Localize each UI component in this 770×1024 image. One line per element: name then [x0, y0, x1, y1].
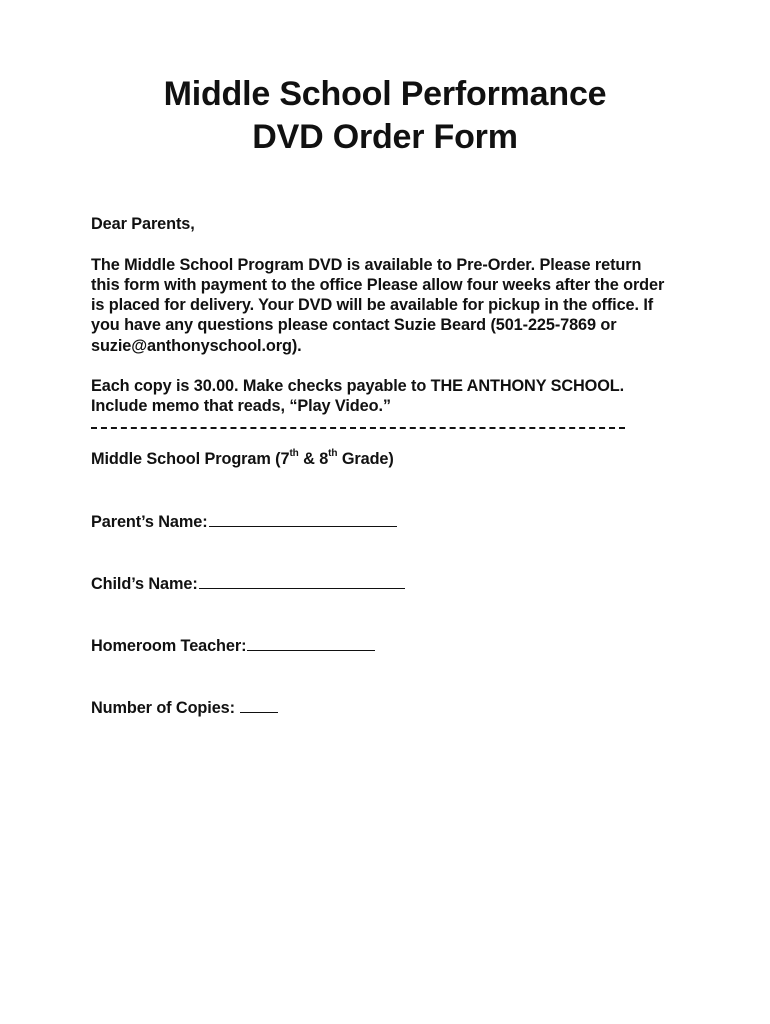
- program-heading-middle: & 8: [298, 450, 329, 468]
- homeroom-teacher-label: Homeroom Teacher:: [91, 637, 247, 655]
- homeroom-teacher-input-line[interactable]: [247, 635, 375, 651]
- program-heading-suffix: Grade): [337, 450, 394, 468]
- parent-name-label: Parent’s Name:: [91, 513, 208, 531]
- paragraph-1-line-2: this form with payment to the office Please allow four weeks after the order: [91, 276, 665, 294]
- form-title-line-1: Middle School Performance: [163, 75, 607, 113]
- parent-name-input-line[interactable]: [209, 511, 397, 527]
- program-heading-prefix: Middle School Program (7: [91, 450, 290, 468]
- child-name-input-line[interactable]: [199, 573, 405, 589]
- greeting: Dear Parents,: [91, 215, 195, 233]
- number-of-copies-label: Number of Copies:: [91, 699, 240, 717]
- number-of-copies-input-line[interactable]: [240, 697, 278, 713]
- paragraph-2-line-1: Each copy is 30.00. Make checks payable to THE ANTHONY SCHOOL.: [91, 377, 625, 395]
- parent-name-field: [91, 511, 397, 532]
- paragraph-1-line-1: The Middle School Program DVD is available to Pre-Order. Please return: [91, 256, 642, 274]
- program-heading: [91, 449, 394, 469]
- program-heading-sup-1: th: [289, 447, 299, 459]
- paragraph-2-line-2: Include memo that reads, “Play Video.”: [91, 397, 391, 415]
- paragraph-1-line-4: you have any questions please contact Suzie Beard (501-225-7869 or: [91, 316, 617, 334]
- program-heading-sup-2: th: [328, 447, 338, 459]
- paragraph-1-line-5: suzie@anthonyschool.org).: [91, 337, 302, 355]
- cut-line-divider: [91, 427, 625, 432]
- paragraph-1-line-3: is placed for delivery. Your DVD will be available for pickup in the office. If: [91, 296, 654, 314]
- number-of-copies-field: [91, 697, 278, 718]
- form-title-line-2: DVD Order Form: [252, 118, 518, 156]
- homeroom-teacher-field: [91, 635, 375, 656]
- child-name-label: Child’s Name:: [91, 575, 198, 593]
- child-name-field: [91, 573, 405, 594]
